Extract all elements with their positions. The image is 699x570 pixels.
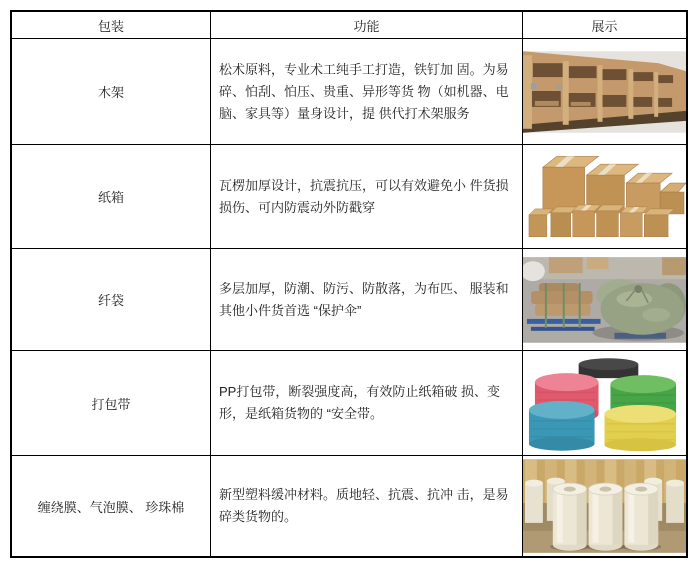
table-header-row [12, 12, 686, 38]
row-desc: 新型塑料缓冲材料。质地轻、抗震、抗冲 击，是易碎类货物的。 [210, 455, 522, 556]
header-packaging: 包装 [97, 18, 124, 34]
row-photo-cell [522, 455, 686, 556]
row-desc: 松术原料，专业术工纯手工打造，铁钉加 固。为易碎、怕刮、怕压、贵重、异形等货 物（如机器、电脑、家具等）量身设计，提 供代打术架服务 [210, 38, 522, 144]
row-photo-cell [522, 144, 686, 248]
row-name: 木架 [12, 38, 210, 144]
row-desc: 多层加厚，防潮、防污、防散落，为布匹、 服装和其他小件货首选 “保护伞” [210, 248, 522, 350]
cardboard-boxes-photo [523, 151, 686, 243]
packaging-table [10, 10, 688, 558]
wooden-crates-photo [523, 51, 686, 133]
header-function: 功能 [210, 12, 522, 38]
table-row [12, 455, 686, 556]
row-photo-cell [522, 248, 686, 350]
table-row [12, 248, 686, 350]
row-desc: 瓦楞加厚设计，抗震抗压，可以有效避免小 件货损损伤、可内防震动外防戳穿 [210, 144, 522, 248]
table-row [12, 38, 686, 144]
stretch-film-rolls-photo [523, 459, 686, 553]
header-display: 展示 [522, 12, 686, 38]
table-row [12, 350, 686, 455]
row-photo-cell [522, 38, 686, 144]
table-row [12, 144, 686, 248]
row-name: 纸箱 [12, 144, 210, 248]
row-name: 缠绕膜、气泡膜、 珍珠棉 [12, 455, 210, 556]
pp-strapping-rolls-photo [523, 354, 686, 452]
row-name: 打包带 [12, 350, 210, 455]
row-name: 纤袋 [12, 248, 210, 350]
row-desc: PP打包带，断裂强度高，有效防止纸箱破 损、变形，是纸箱货物的 “安全带。 [210, 350, 522, 455]
row-photo-cell [522, 350, 686, 455]
woven-bags-photo [523, 257, 686, 343]
